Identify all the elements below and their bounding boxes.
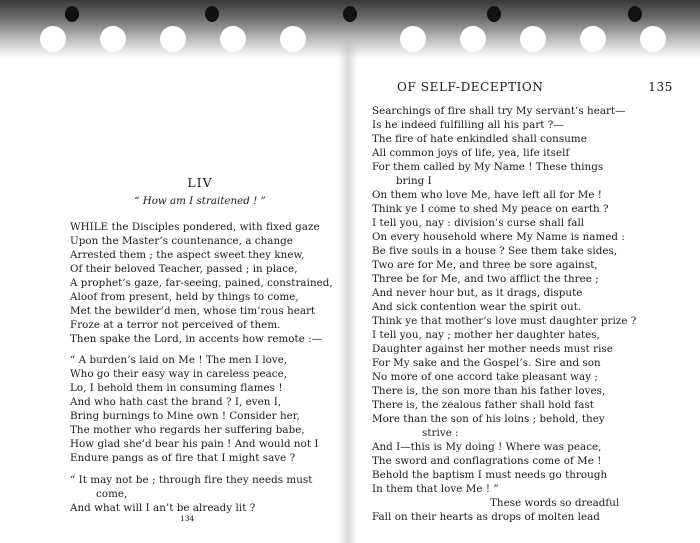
- text-line: I tell you, nay ; mother her daughter hates,: [372, 329, 600, 341]
- text-line: The fire of hate enkindled shall consume: [372, 133, 587, 145]
- text-line: There is, the zealous father shall hold fast: [372, 399, 594, 411]
- text-line: The mother who regards her suffering babe,: [70, 424, 305, 436]
- text-line: Is he indeed fulfilling all his part ?—: [372, 119, 564, 131]
- text-line: On every household where My Name is named :: [372, 231, 625, 243]
- text-line: How glad she’d bear his pain ! And would not I: [70, 438, 319, 450]
- text-line: come,: [96, 488, 128, 500]
- page-edge-scallop: [580, 26, 606, 52]
- text-line: Daughter against her mother needs must rise: [372, 343, 613, 355]
- text-line: All common joys of life, yea, life itself: [372, 147, 570, 159]
- text-line: Three be for Me, and two afflict the three ;: [372, 273, 599, 285]
- chapter-number: LIV: [187, 175, 213, 190]
- page-edge-scallop: [220, 26, 246, 52]
- text-line: Aloof from present, held by things to come,: [70, 291, 299, 303]
- text-line: strive :: [422, 427, 459, 439]
- text-line: Arrested them ; the aspect sweet they knew,: [70, 249, 305, 261]
- text-line: For My sake and the Gospel’s. Sire and son: [372, 357, 601, 369]
- text-line: Who go their easy way in careless peace,: [70, 368, 288, 380]
- text-line: Be five souls in a house ? See them take sides,: [372, 245, 618, 257]
- text-line: More than the son of his loins ; behold, they: [372, 413, 605, 425]
- text-line: Upon the Master’s countenance, a change: [70, 235, 293, 247]
- text-line: Then spake the Lord, in accents how remote :—: [70, 333, 323, 345]
- text-line: “ A burden’s laid on Me ! The men I love,: [70, 354, 288, 366]
- page-edge-scallop: [400, 26, 426, 52]
- page-edge-scallop: [160, 26, 186, 52]
- text-line: Lo, I behold them in consuming flames !: [70, 382, 283, 394]
- page-edge-scallop: [280, 26, 306, 52]
- text-line: And what will I an’t be already lit ?: [70, 502, 256, 514]
- text-line: WHILE the Disciples pondered, with fixed gaze: [70, 221, 320, 233]
- running-head-title: OF SELF-DECEPTION: [397, 80, 544, 94]
- text-line: In them that love Me ! ”: [372, 483, 499, 495]
- text-line: Behold the baptism I must needs go through: [372, 469, 608, 481]
- text-line: Two are for Me, and three be sore against,: [372, 259, 598, 271]
- chapter-epigraph: “ How am I straitened ! ”: [134, 195, 266, 207]
- text-line: And I—this is My doing ! Where was peace,: [372, 441, 602, 453]
- text-line: bring I: [396, 175, 432, 187]
- text-line: No more of one accord take pleasant way ;: [372, 371, 598, 383]
- page-gutter: [338, 40, 358, 543]
- text-line: Fall on their hearts as drops of molten lead: [372, 511, 600, 523]
- binding-hole: [628, 6, 642, 22]
- text-line: Endure pangs as of fire that I might save ?: [70, 452, 296, 464]
- text-line: Searchings of fire shall try My servant’s heart—: [372, 105, 626, 117]
- text-line: Think ye that mother’s love must daughter prize ?: [372, 315, 637, 327]
- page-edge-scallop: [460, 26, 486, 52]
- text-line: Bring burnings to Mine own ! Consider her,: [70, 410, 300, 422]
- page-edge-scallop: [100, 26, 126, 52]
- text-line: Froze at a terror not perceived of them.: [70, 319, 281, 331]
- text-line: For them called by My Name ! These things: [372, 161, 604, 173]
- text-line: Met the bewilder’d men, whose tim’rous heart: [70, 305, 316, 317]
- page-edge-scallop: [40, 26, 66, 52]
- page-number: 134: [180, 514, 195, 523]
- text-line: There is, the son more than his father loves,: [372, 385, 606, 397]
- page-edge-scallop: [520, 26, 546, 52]
- text-line: These words so dreadful: [490, 497, 620, 509]
- text-line: A prophet’s gaze, far-seeing, pained, constrained,: [70, 277, 333, 289]
- text-line: And sick contention wear the spirit out.: [372, 301, 582, 313]
- page-edge-scallop: [640, 26, 666, 52]
- binding-hole: [65, 6, 79, 22]
- text-line: And never hour but, as it drags, dispute: [372, 287, 583, 299]
- binding-hole: [205, 6, 219, 22]
- text-line: “ It may not be ; through fire they needs must: [70, 474, 313, 486]
- binding-hole: [343, 6, 357, 22]
- text-line: And who hath cast the brand ? I, even I,: [70, 396, 282, 408]
- text-line: I tell you, nay : division’s curse shall fall: [372, 217, 585, 229]
- text-line: Of their beloved Teacher, passed ; in place,: [70, 263, 298, 275]
- binding-hole: [487, 6, 501, 22]
- text-line: On them who love Me, have left all for Me !: [372, 189, 602, 201]
- text-line: The sword and conflagrations come of Me !: [372, 455, 602, 467]
- page-number: 135: [648, 80, 673, 94]
- running-head: [397, 80, 673, 94]
- text-line: Think ye I come to shed My peace on earth ?: [372, 203, 609, 215]
